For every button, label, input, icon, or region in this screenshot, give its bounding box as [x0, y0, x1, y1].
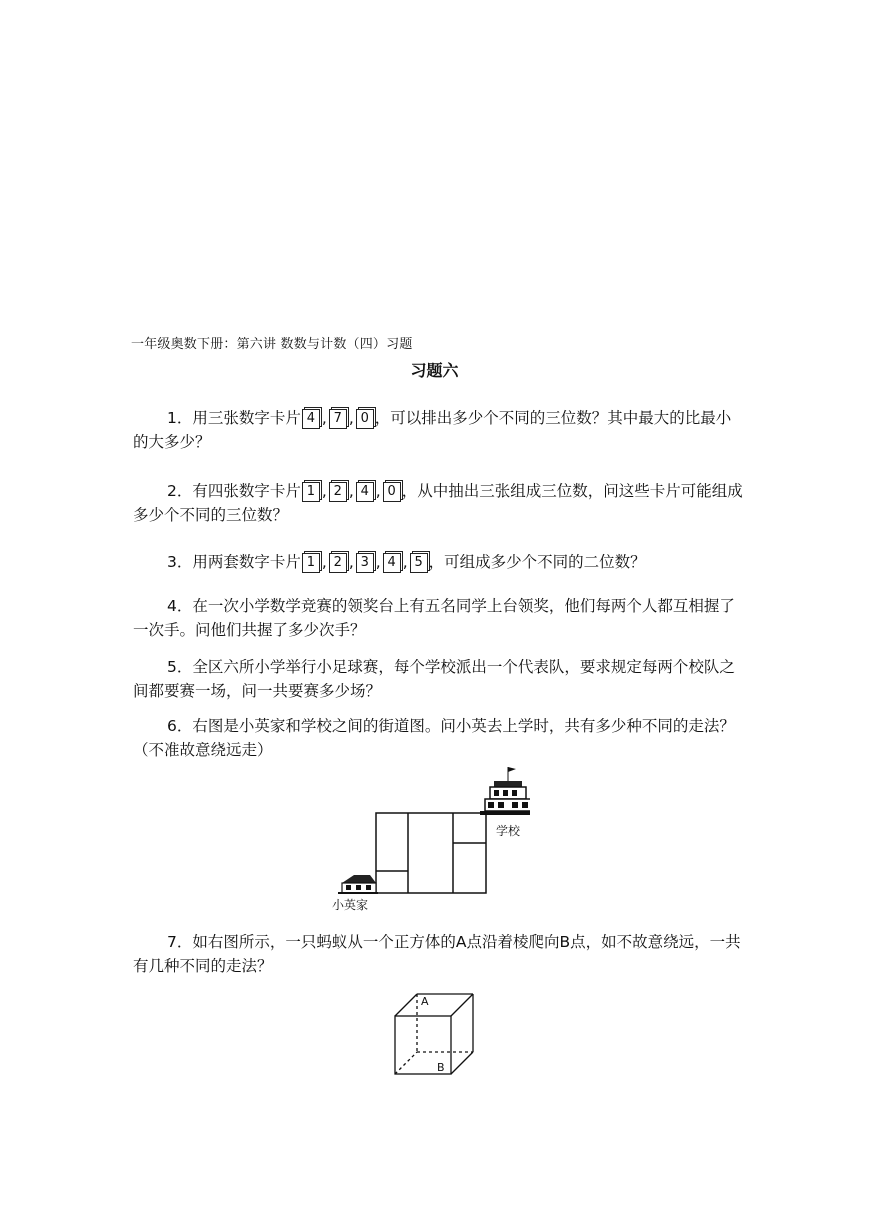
problem-5-text: 5．全区六所小学举行小足球赛，每个学校派出一个代表队，要求规定每两个校队之间都要赛一场，问一共要赛多少场？	[133, 658, 735, 700]
digit-card: 0	[356, 409, 374, 429]
header-line: 一年级奥数下册：第六讲 数数与计数（四）习题	[131, 337, 413, 352]
digit-card: 4	[356, 482, 374, 502]
digit-card: 1	[302, 482, 320, 502]
problem-4	[133, 594, 743, 642]
school-label: 学校	[496, 824, 521, 838]
problem-1: 1．用三张数字卡片 4 , 7 , 0 ，可以排出多少个不同的三位数？其中最大的比最小的大多少？	[133, 409, 732, 451]
street-grid	[376, 813, 486, 893]
problem-1-before: 1．用三张数字卡片	[167, 409, 301, 427]
problem-1-after: ，可以排出多少个不同的三位数？其中最大的比最小的大多少？	[133, 409, 732, 451]
digit-card: 4	[302, 409, 320, 429]
cube-figure	[385, 988, 485, 1080]
school-building-icon	[480, 767, 530, 815]
problem-2-after: ，从中抽出三张组成三位数，问这些卡片可能组成多少个不同的三位数？	[133, 482, 743, 524]
problem-6-text: 6．右图是小英家和学校之间的街道图。问小英去上学时，共有多少种不同的走法？（不准故意绕远走）	[133, 717, 735, 759]
problem-7-text: 7．如右图所示，一只蚂蚁从一个正方体的A点沿着棱爬向B点，如不故意绕远，一共有几种不同的走法？	[133, 933, 741, 975]
digit-card: 0	[383, 482, 401, 502]
home-label: 小英家	[332, 898, 369, 912]
problem-7	[133, 930, 743, 978]
problem-5	[133, 655, 743, 703]
cube-label-a: A	[421, 995, 429, 1008]
digit-card: 7	[329, 409, 347, 429]
street-map-figure	[330, 765, 530, 915]
problem-3-after: ，可组成多少个不同的二位数？	[428, 553, 646, 571]
problem-6	[133, 714, 743, 762]
digit-card: 5	[410, 553, 428, 573]
page-title: 习题六	[410, 361, 459, 380]
problem-3-before: 3．用两套数字卡片	[167, 553, 301, 571]
digit-card: 3	[356, 553, 374, 573]
cube-label-b: B	[437, 1061, 445, 1074]
digit-card: 4	[383, 553, 401, 573]
problem-3: 3．用两套数字卡片 1 , 2 , 3 , 4 , 5 ，可组成多少个不同的二位数？	[167, 553, 646, 571]
digit-card: 2	[329, 553, 347, 573]
problem-2-before: 2．有四张数字卡片	[167, 482, 301, 500]
digit-card: 2	[329, 482, 347, 502]
home-house-icon	[338, 875, 378, 894]
problem-4-text: 4．在一次小学数学竞赛的领奖台上有五名同学上台领奖，他们每两个人都互相握了一次手。问他们共握了多少次手？	[133, 597, 735, 639]
digit-card: 1	[302, 553, 320, 573]
problem-2: 2．有四张数字卡片 1 , 2 , 4 , 0 ，从中抽出三张组成三位数，问这些卡片可能组成多少个不同的三位数？	[133, 482, 743, 524]
